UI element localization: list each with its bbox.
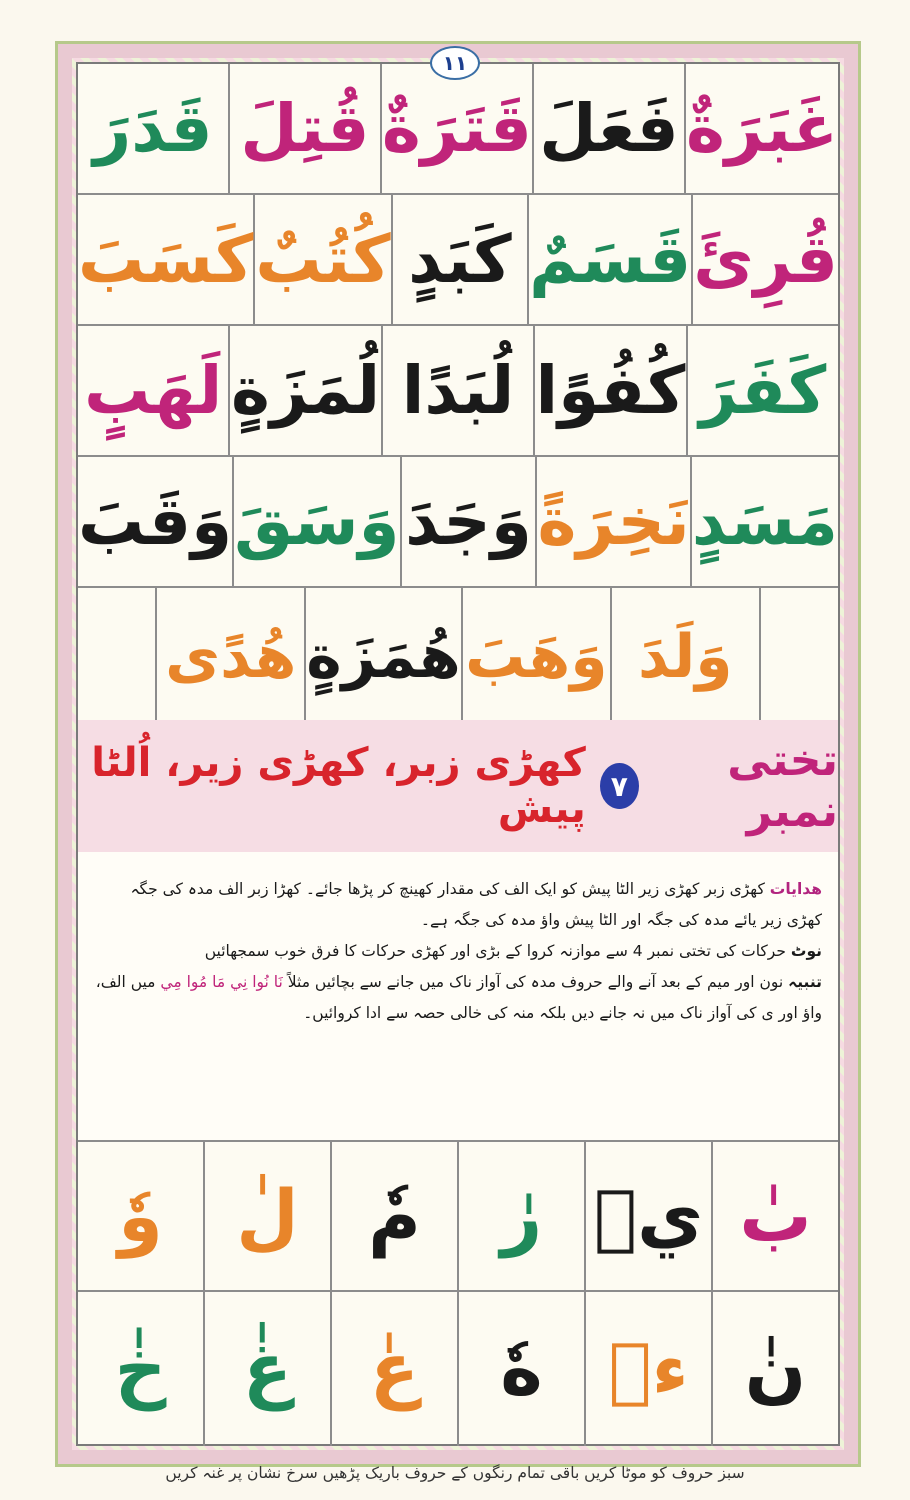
word-cell: كَفَرَ xyxy=(686,326,838,455)
word-cell: قُرِئَ xyxy=(691,195,838,324)
tanbeeh-example: نَا نُوا نِي مَا مُوا مِي xyxy=(160,973,283,991)
letter-cell: بٰ xyxy=(711,1142,838,1290)
word-row xyxy=(78,195,838,326)
letter-cell: عٰ xyxy=(330,1292,457,1446)
word-cell: قَدَرَ xyxy=(93,90,213,167)
tanbeeh-text: نون اور میم کے بعد آنے والے حروف مدہ کی آواز ناک میں جانے سے بچائیں مثلاً xyxy=(287,973,784,991)
letter-cell: ءٖ xyxy=(584,1292,711,1446)
letter-row xyxy=(78,1142,838,1292)
page-number: ١١ xyxy=(430,46,480,80)
letter-cell: وٗ xyxy=(118,1174,163,1258)
tanbeeh-label: تنبیہ xyxy=(788,973,822,991)
word-cell: وَسَقَ xyxy=(232,457,399,586)
empty-cell xyxy=(78,588,155,726)
letter-grid xyxy=(78,1142,838,1446)
word-row xyxy=(78,64,838,195)
empty-cell xyxy=(759,588,838,726)
word-row-last xyxy=(78,588,838,728)
note-text: حرکات کی تختی نمبر 4 سے موازنہ کروا کے بڑی اور کھڑی حرکات کا فرق خوب سمجھائیں xyxy=(204,942,786,960)
word-cell: هُمَزَةٍ xyxy=(304,588,461,726)
word-cell: قُتِلَ xyxy=(228,64,380,193)
instruction-paragraph xyxy=(94,874,822,936)
word-cell: لَهَبٍ xyxy=(84,352,223,429)
note-paragraph xyxy=(94,936,822,967)
hidayat-text: کھڑی زبر کھڑی زیر الٹا پیش کو ایک الف کی مقدار کھینچ کر پڑھا جائے۔ کھڑا زبر الف مدہ کی جگہ کھڑی زیر یائے مدہ کی جگہ اور الٹا پیش واؤ مدہ کی جگہ ہے۔ xyxy=(130,880,822,929)
word-cell: كَبَدٍ xyxy=(391,195,527,324)
word-cell: لُبَدًا xyxy=(381,326,533,455)
word-row xyxy=(78,457,838,588)
word-cell: فَعَلَ xyxy=(532,64,684,193)
word-cell: نَخِرَةً xyxy=(535,457,689,586)
letter-cell: نٰ xyxy=(711,1292,838,1446)
word-cell: لُمَزَةٍ xyxy=(228,326,380,455)
lesson-title: تختی نمبر xyxy=(727,735,838,837)
word-cell: قَسَمٌ xyxy=(527,195,691,324)
word-cell: قَتَرَةٌ xyxy=(380,64,532,193)
word-cell: غَبَرَةٌ xyxy=(684,64,838,193)
lesson-banner xyxy=(78,720,838,854)
hidayat-label: ھدایات xyxy=(769,880,822,898)
letter-row xyxy=(78,1292,838,1446)
footer-note: سبز حروف کو موٹا کریں باقی تمام رنگوں کے حروف باریک پڑھیں سرخ نشان پر غنہ کریں xyxy=(165,1464,745,1482)
instructions-box xyxy=(78,852,838,1142)
letter-cell: هٗ xyxy=(457,1292,584,1446)
word-grid xyxy=(78,64,838,728)
word-cell: كَسَبَ xyxy=(78,221,254,298)
word-row xyxy=(78,326,838,457)
lesson-subtitle: کھڑی زبر، کھڑی زیر، اُلٹا پیش xyxy=(91,740,586,832)
letter-cell: رٰ xyxy=(457,1142,584,1290)
word-cell: وَقَبَ xyxy=(78,483,233,560)
word-cell: وَلَدَ xyxy=(610,588,759,726)
lesson-panel xyxy=(76,62,840,1446)
word-cell: كُفُوًا xyxy=(533,326,685,455)
letter-cell: غٰ xyxy=(203,1292,330,1446)
letter-cell: خٰ xyxy=(114,1327,167,1411)
letter-cell: يٖ xyxy=(584,1142,711,1290)
lesson-number-badge: ٧ xyxy=(600,763,639,809)
word-cell: كُتُبٌ xyxy=(253,195,390,324)
word-cell: مَسَدٍ xyxy=(690,457,838,586)
word-cell: وَجَدَ xyxy=(400,457,536,586)
letter-cell: لٰ xyxy=(203,1142,330,1290)
letter-cell: مٗ xyxy=(330,1142,457,1290)
word-cell: هُدًى xyxy=(155,588,304,726)
tanbeeh-text-2: میں الف، واؤ اور ی کی آواز ناک میں نہ جانے دیں بلکہ منہ کی خالی حصہ سے ادا کروائیں۔ xyxy=(95,973,822,1022)
note-label: نوٹ xyxy=(790,942,822,960)
tanbeeh-paragraph xyxy=(94,967,822,1029)
word-cell: وَهَبَ xyxy=(461,588,610,726)
